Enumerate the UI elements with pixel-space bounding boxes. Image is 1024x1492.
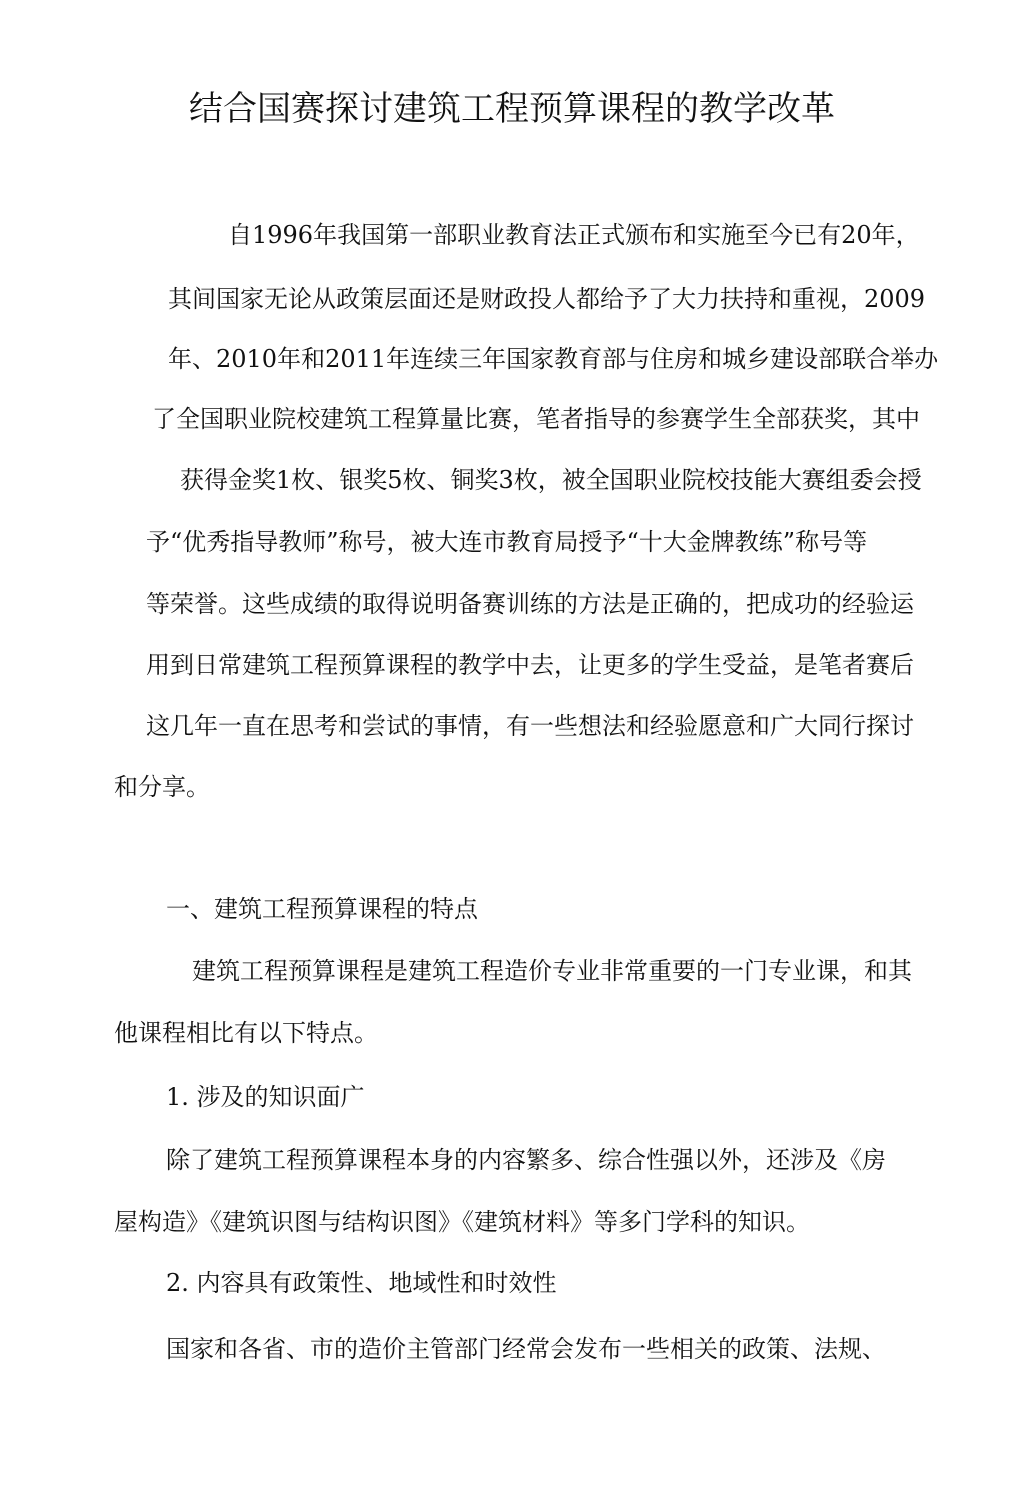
subsection-paragraph-line: 除了建筑工程预算课程本身的内容繁多、综合性强以外，还涉及《房: [166, 1146, 886, 1174]
intro-line: 年、2010年和2011年连续三年国家教育部与住房和城乡建设部联合举办: [168, 345, 939, 373]
intro-line: 获得金奖1枚、银奖5枚、铜奖3枚，被全国职业院校技能大赛组委会授: [180, 466, 922, 494]
intro-line: 予“优秀指导教师”称号，被大连市教育局授予“十大金牌教练”称号等: [146, 528, 868, 556]
document-title: 结合国赛探讨建筑工程预算课程的教学改革: [189, 89, 835, 129]
intro-line: 和分享。: [114, 773, 210, 801]
section-paragraph-line: 建筑工程预算课程是建筑工程造价专业非常重要的一门专业课，和其: [192, 957, 912, 985]
intro-line: 用到日常建筑工程预算课程的教学中去，让更多的学生受益，是笔者赛后: [146, 651, 914, 679]
section-paragraph-line: 他课程相比有以下特点。: [114, 1019, 378, 1047]
section-heading: 一、建筑工程预算课程的特点: [166, 895, 478, 923]
intro-line: 其间国家无论从政策层面还是财政投人都给予了大力扶持和重视，2009: [168, 285, 926, 313]
intro-line: 自1996年我国第一部职业教育法正式颁布和实施至今已有20年，: [228, 221, 920, 249]
intro-line: 这几年一直在思考和尝试的事情，有一些想法和经验愿意和广大同行探讨: [146, 712, 914, 740]
subsection-paragraph-line: 屋构造》《建筑识图与结构识图》《建筑材料》等多门学科的知识。: [114, 1208, 810, 1236]
intro-line: 等荣誉。这些成绩的取得说明备赛训练的方法是正确的，把成功的经验运: [146, 590, 914, 618]
intro-line: 了全国职业院校建筑工程算量比赛，笔者指导的参赛学生全部获奖，其中: [152, 405, 920, 433]
subsection-heading: 2. 内容具有政策性、地域性和时效性: [166, 1269, 557, 1297]
subsection-paragraph-line: 国家和各省、市的造价主管部门经常会发布一些相关的政策、法规、: [166, 1335, 886, 1363]
subsection-heading: 1. 涉及的知识面广: [166, 1083, 365, 1111]
